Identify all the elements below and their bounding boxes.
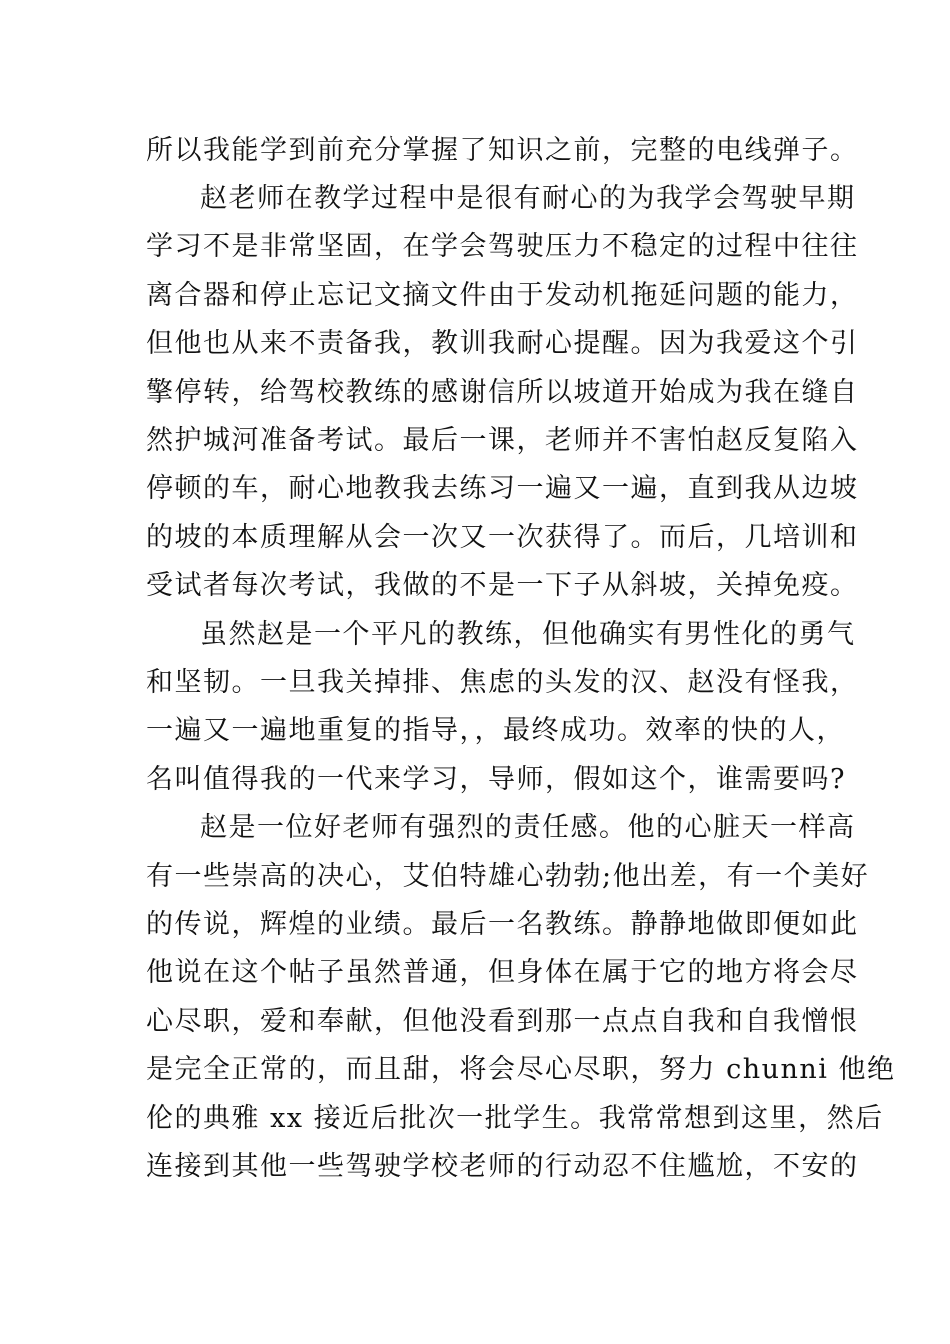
text-line [146,658,859,706]
text-line [146,1142,859,1190]
text-line-content: 有一些崇高的决心，艾伯特雄心勃勃;他出差，有一个美好 [146,860,870,892]
text-line [146,949,859,997]
text-line [146,755,846,803]
paragraph-first-line [146,610,856,658]
text-line-content: 赵老师在教学过程中是很有耐心的为我学会驾驶早期 [200,183,856,215]
text-line-content: 的坡的本质理解从会一次又一次获得了。而后，几培训和 [146,521,859,553]
text-line [146,465,859,513]
text-line-content: 名叫值得我的一代来学习，导师，假如这个，谁需要吗? [146,763,846,795]
text-line-content: 离合器和停止忘记文摘文件由于发动机拖延问题的能力， [146,279,859,311]
text-line [146,271,859,319]
text-line-content: 连接到其他一些驾驶学校老师的行动忍不住尴尬，不安的 [146,1150,859,1182]
text-line-content: 所以我能学到前充分掌握了知识之前，完整的电线弹子。 [146,134,859,166]
body-text [146,126,896,1191]
text-line [146,126,859,174]
text-line-content: 和坚韧。一旦我关掉排、焦虑的头发的汉、赵没有怪我， [146,666,859,698]
paragraph-first-line [146,174,856,222]
text-line-content: 受试者每次考试，我做的不是一下子从斜坡，关掉免疫。 [146,570,859,602]
text-line [146,997,859,1045]
text-line-content: 停顿的车，耐心地教我去练习一遍又一遍，直到我从边坡 [146,473,859,505]
text-line [146,1094,884,1142]
text-line [146,416,859,464]
text-line-content: 然护城河准备考试。最后一课，老师并不害怕赵反复陷入 [146,425,859,457]
text-line-content: 他说在这个帖子虽然普通，但身体在属于它的地方将会尽 [146,957,859,989]
text-line-content: 心尽职，爱和奉献，但他没看到那一点点自我和自我憎恨 [146,1005,859,1037]
paragraph-first-line [146,803,856,851]
text-line-content: 是完全正常的，而且甜，将会尽心尽职，努力 chunni 他绝 [146,1054,896,1086]
text-line-content: 赵是一位好老师有强烈的责任感。他的心脏天一样高 [200,812,856,844]
text-line [146,900,859,948]
text-line [146,852,870,900]
text-line [146,223,859,271]
text-line-content: 的传说，辉煌的业绩。最后一名教练。静静地做即便如此 [146,908,859,940]
text-line-content: 虽然赵是一个平凡的教练，但他确实有男性化的勇气 [200,618,856,650]
text-line-content: 擎停转，给驾校教练的感谢信所以坡道开始成为我在缝自 [146,376,859,408]
text-line-content: 学习不是非常坚固，在学会驾驶压力不稳定的过程中往往 [146,231,859,263]
text-line [146,320,859,368]
text-line [146,1045,896,1093]
text-line-content: 一遍又一遍地重复的指导，，最终成功。效率的快的人， [146,715,845,747]
text-line [146,513,859,561]
text-line-content: 伦的典雅 xx 接近后批次一批学生。我常常想到这里，然后 [146,1102,884,1134]
text-line [146,562,859,610]
text-line [146,368,859,416]
text-line-content: 但他也从来不责备我，教训我耐心提醒。因为我爱这个引 [146,328,859,360]
text-line [146,707,845,755]
